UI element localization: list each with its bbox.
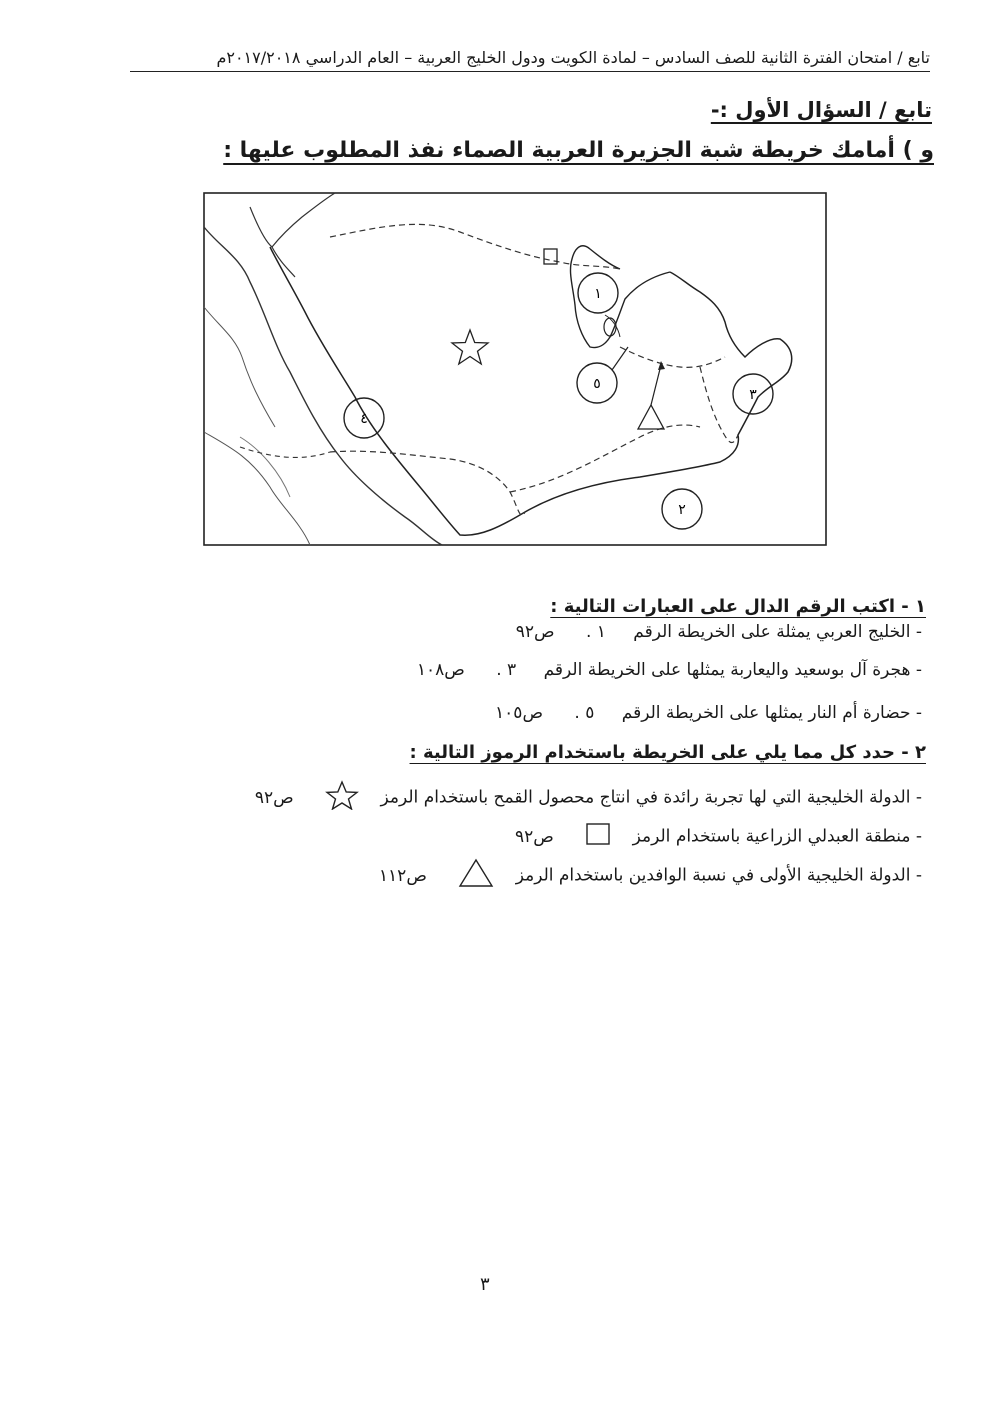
oman-border — [700, 367, 738, 443]
item-answer: ٣ . — [496, 660, 517, 680]
page-number: ٣ — [480, 1274, 490, 1295]
label-5-pointer — [612, 347, 628, 370]
question-subtitle: و ) أمامك خريطة شبة الجزيرة العربية الصماء نفذ المطلوب عليها : — [223, 138, 934, 163]
item-page-ref: ص١٠٥ — [495, 703, 543, 723]
item-page-ref: ص٩٢ — [515, 622, 555, 642]
africa-border-2 — [240, 437, 290, 497]
item-answer: ١ . — [585, 622, 606, 642]
peninsula-coast — [270, 247, 792, 535]
item-page-ref: ص١١٢ — [378, 865, 427, 886]
item-answer: ٥ . — [574, 703, 595, 723]
map-label-1: ١ — [594, 286, 602, 302]
gulf-coast — [570, 246, 670, 348]
africa-coast — [204, 227, 442, 545]
yemen-border — [330, 451, 525, 515]
star-icon — [325, 780, 359, 815]
item-text: - الخليج العربي يمثلة على الخريطة الرقم — [633, 622, 922, 642]
southern-border — [510, 425, 700, 492]
item-text: - الدولة الخليجية التي لها تجربة رائدة في انتاج محصول القمح باستخدام الرمز — [380, 787, 922, 808]
africa-border — [204, 432, 310, 545]
item-page-ref: ص١٠٨ — [416, 660, 465, 680]
square-icon — [544, 249, 557, 264]
map-svg — [180, 187, 830, 555]
section1-item-2 — [417, 660, 922, 680]
section2-item-3 — [379, 858, 922, 893]
triangle-icon — [458, 858, 494, 893]
exam-header: تابع / امتحان الفترة الثانية للصف السادس – لمادة الكويت ودول الخليج العربية – العام الدراسي ٢٠١٧/٢٠١٨م — [130, 48, 930, 72]
sudan-border — [240, 447, 330, 457]
square-icon — [585, 822, 611, 851]
map-label-3: ٣ — [749, 387, 757, 403]
triangle-pointer — [651, 365, 661, 405]
map-label-2: ٢ — [678, 502, 686, 518]
item-text: - حضارة أم النار يمثلها على الخريطة الرقم — [621, 703, 922, 723]
map-label-5: ٥ — [593, 376, 601, 392]
section1-title: ١ - اكتب الرقم الدال على العبارات التالية : — [550, 596, 926, 617]
map-frame — [204, 193, 826, 545]
item-text: - هجرة آل بوسعيد واليعاربة يمثلها على الخريطة الرقم — [543, 660, 922, 680]
item-text: - الدولة الخليجية الأولى في نسبة الوافدين باستخدام الرمز — [515, 865, 922, 886]
sinai-coast — [250, 193, 335, 247]
northern-border — [330, 224, 620, 269]
section2-item-2 — [515, 822, 922, 851]
section1-item-1 — [516, 622, 922, 642]
arabian-peninsula-map — [180, 187, 830, 555]
map-label-4: ٤ — [360, 411, 368, 427]
question-title: تابع / السؤال الأول :- — [710, 98, 932, 122]
section2-item-1 — [255, 780, 922, 815]
triangle-icon — [638, 405, 664, 429]
uae-border — [620, 347, 725, 367]
section1-item-3 — [495, 703, 922, 723]
item-page-ref: ص٩٢ — [515, 826, 554, 847]
item-page-ref: ص٩٢ — [254, 787, 294, 808]
star-icon — [452, 330, 488, 364]
item-text: - منطقة العبدلي الزراعية باستخدام الرمز — [632, 826, 922, 847]
section2-title: ٢ - حدد كل مما يلي على الخريطة باستخدام الرموز التالية : — [409, 742, 926, 763]
river-line — [204, 307, 275, 427]
